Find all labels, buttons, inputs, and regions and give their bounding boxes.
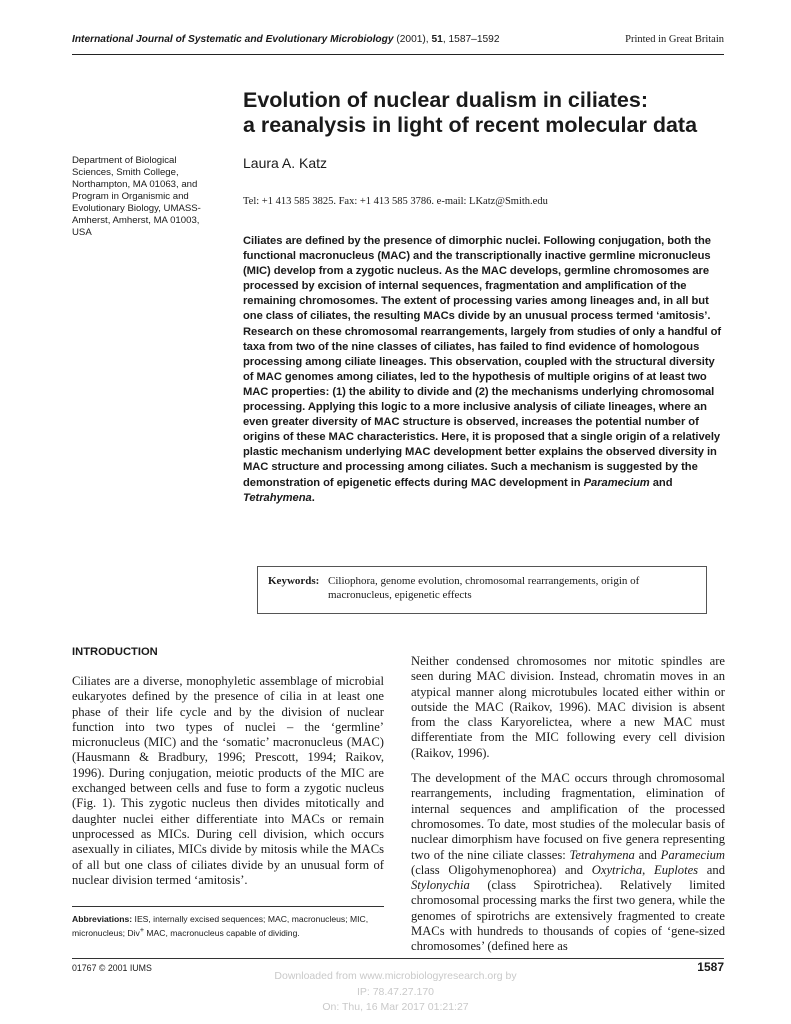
watermark-line-1: Downloaded from www.microbiologyresearch.org by xyxy=(274,970,517,982)
abbreviations-sup: + xyxy=(139,926,145,935)
right-paragraph-1: Neither condensed chromosomes nor mitotic spindles are seen during MAC division. Instead, chromatin moves in an atypical manner along microtubules located either within or outside the MAC (Raikov, 1996). MAC division is absent from the class Karyorelictea, where a new MAC must differentiate from the MIC following every cell division (Raikov, 1996). xyxy=(411,654,725,760)
title-line-1: Evolution of nuclear dualism in ciliates: xyxy=(243,88,648,112)
footer-divider xyxy=(72,958,724,959)
author-affiliation: Department of Biological Sciences, Smith College, Northampton, MA 01063, and Program in Organismic and Evolutionary Biology, UMASS-Amherst, Amherst, MA 01003, USA xyxy=(72,155,201,238)
abbreviations-label: Abbreviations: xyxy=(72,914,133,924)
journal-name: International Journal of Systematic and Evolutionary Microbiology xyxy=(72,34,394,45)
right-column xyxy=(411,654,725,955)
author-contact: Tel: +1 413 585 3825. Fax: +1 413 585 3786. e-mail: LKatz@Smith.edu xyxy=(243,196,548,207)
watermark-line-2: IP: 78.47.27.170 xyxy=(356,985,435,998)
author-name: Laura A. Katz xyxy=(243,155,328,171)
footer-copyright: 01767 © 2001 IUMS xyxy=(72,963,152,973)
class-oligo: (class Oligohymenophorea) and xyxy=(411,862,592,877)
abbreviations-divider xyxy=(72,906,384,907)
abbreviations-note xyxy=(72,914,384,940)
journal-pages: , 1587–1592 xyxy=(442,34,500,45)
keywords-label: Keywords: xyxy=(268,575,320,587)
genus-stylonychia: Stylonychia xyxy=(411,878,470,893)
abstract-genus-2: Tetrahymena xyxy=(243,491,312,504)
keywords-box xyxy=(257,566,707,614)
comma: , xyxy=(642,862,654,877)
section-heading-introduction: INTRODUCTION xyxy=(72,646,158,658)
journal-year: (2001), xyxy=(393,34,432,45)
printed-location: Printed in Great Britain xyxy=(625,34,724,45)
abbreviations-text-a: IES, internally excised sequences; MAC, macronucleus; MIC, micronucleus; Div xyxy=(72,914,369,939)
conj-and-1: and xyxy=(634,847,661,862)
left-column xyxy=(72,674,384,888)
running-header xyxy=(72,34,724,50)
genus-paramecium: Paramecium xyxy=(660,847,725,862)
genus-tetrahymena: Tetrahymena xyxy=(569,847,635,862)
title-line-2: a reanalysis in light of recent molecular data xyxy=(243,113,698,137)
watermark-line-3: On: Thu, 16 Mar 2017 01:21:27 xyxy=(322,1001,469,1013)
journal-volume: 51 xyxy=(431,34,443,45)
abstract-text: Ciliates are defined by the presence of dimorphic nuclei. Following conjugation, both the functional macronucleus (MAC) and the transcriptionally inactive germline micronucleus (MIC) develop from a zygotic nucleus. As the MAC develops, germline chromosomes are processed by excision of internal sequences, fragmentation and amplification of the remaining chromosomes. The extent of processing varies among lineages and, in all but one class of ciliates, the resulting MACs divide by an unusual process termed ‘amitosis’. Research on these chromosomal rearrangements, largely from studies of only a handful of taxa from two of the nine classes of ciliates, has failed to find evidence of homologous processing among ciliate lineages. This observation, coupled with the structural diversity of MAC genomes among ciliates, led to the hypothesis of multiple origins of at least two MAC properties: (1) the ability to divide and (2) the mechanisms underlying chromosomal processing. Applying this logic to a more inclusive analysis of ciliate lineages, where an even greater diversity of MAC structure is observed, increases the potential number of origins of these MAC characteristics. Here, it is proposed that a single origin of a relatively plastic mechanism underlying MAC development better explains the observed diversity in MAC structure and processing among ciliates. Such a mechanism is suggested by the demonstration of epigenetic effects during MAC development in xyxy=(243,235,722,489)
keywords-text: Ciliophora, genome evolution, chromosomal rearrangements, origin of macronucleus, epigenetic effects xyxy=(328,575,640,601)
article-title xyxy=(243,88,723,138)
right-para2-start: The development of the MAC occurs through chromosomal rearrangements, including fragmentation, elimination of internal sequences and amplification of the processed chromosomes. To date, most studies of the molecular basis of nuclear dimorphism have focused on five genera representing two of the nine ciliate classes: xyxy=(411,771,725,862)
intro-paragraph-1: Ciliates are a diverse, monophyletic assemblage of microbial eukaryotes defined by the presence of cilia in at least one phase of their life cycle and by the division of nuclear function into two types of nuclei – the ‘germline’ micronucleus (MIC) and the ‘somatic’ macronucleus (MAC) (Hausmann & Bradbury, 1996; Prescott, 1994; Raikov, 1996). During conjugation, meiotic products of the MIC are exchanged between cells and fuse to form a zygotic nucleus (Fig. 1). This zygotic nucleus then divides mitotically and daughter nuclei either differentiate into MACs or remain unprocessed as MICs. During cell division, which occurs asexually in ciliates, MICs divide by mitosis while the MACs of all but one class of ciliates divide by an unusual form of nuclear division termed ‘amitosis’. xyxy=(72,674,384,887)
header-divider xyxy=(72,54,724,55)
abstract-and: and xyxy=(649,476,673,489)
conj-and-2: and xyxy=(698,862,725,877)
download-watermark xyxy=(200,969,591,1016)
genus-euplotes: Euplotes xyxy=(654,862,699,877)
abstract xyxy=(243,234,726,506)
right-para2-end: (class Spirotrichea). Relatively limited chromosomal processing marks the first two genera, while the genomes of spirotrichs are extensively fragmented to create MACs with hundreds to thousands of copies of ‘gene-sized chromosomes’ (defined here as xyxy=(411,878,725,954)
abstract-end: . xyxy=(311,491,315,504)
genus-oxytricha: Oxytricha xyxy=(591,862,643,877)
abstract-genus-1: Paramecium xyxy=(583,476,650,489)
page-number: 1587 xyxy=(697,960,724,974)
abbreviations-text-b: MAC, macronucleus capable of dividing. xyxy=(144,928,300,939)
right-paragraph-2 xyxy=(411,771,725,955)
